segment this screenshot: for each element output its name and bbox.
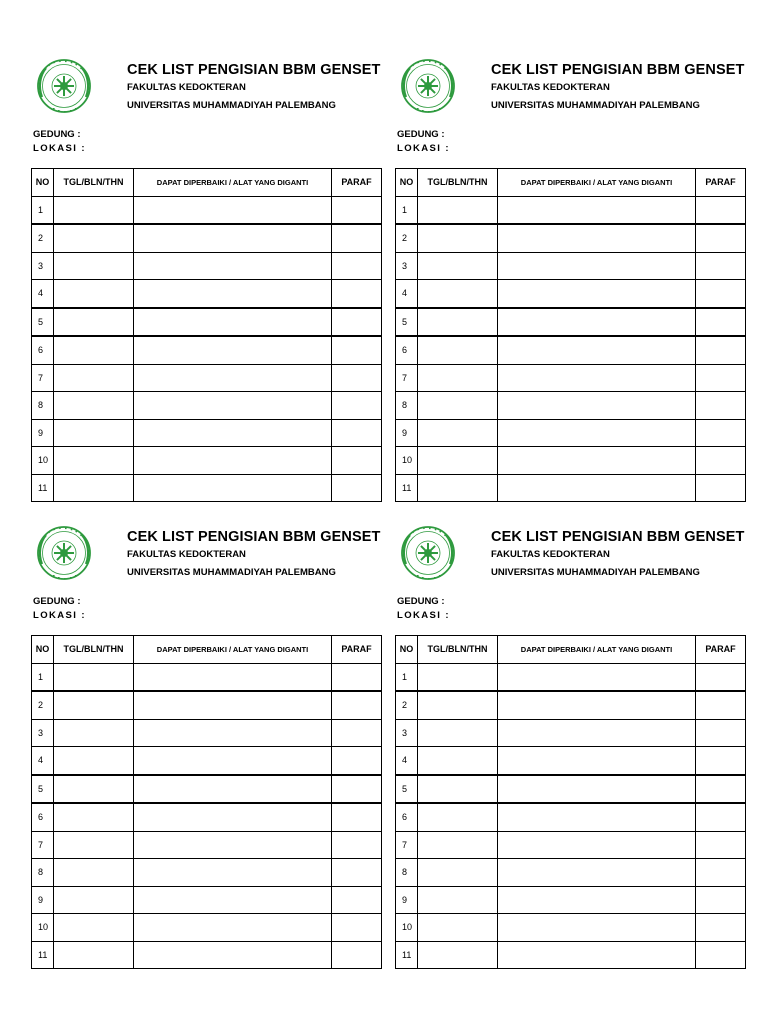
date-cell[interactable] [54, 691, 134, 719]
paraf-cell[interactable] [696, 886, 746, 914]
description-cell[interactable] [498, 474, 696, 502]
row-number-cell: 6 [32, 803, 54, 831]
checklist-table [31, 635, 382, 969]
table-row [32, 831, 382, 859]
row-number-cell: 1 [32, 196, 54, 224]
date-cell[interactable] [418, 474, 498, 502]
header-date: TGL/BLN/THN [54, 636, 134, 664]
table-row [396, 941, 746, 969]
paraf-cell[interactable] [332, 308, 382, 337]
table-row [396, 280, 746, 308]
date-cell[interactable] [418, 280, 498, 308]
form-title: CEK LIST PENGISIAN BBM GENSET [491, 529, 745, 545]
description-cell[interactable] [134, 803, 332, 831]
description-cell[interactable] [498, 886, 696, 914]
description-cell[interactable] [498, 803, 696, 831]
paraf-cell[interactable] [696, 252, 746, 280]
paraf-cell[interactable] [696, 859, 746, 887]
row-number-cell: 11 [396, 474, 418, 502]
paraf-cell[interactable] [696, 224, 746, 252]
gedung-label: GEDUNG : [33, 596, 81, 607]
date-cell[interactable] [418, 691, 498, 719]
row-number-cell: 9 [396, 419, 418, 447]
date-cell[interactable] [418, 747, 498, 775]
paraf-cell[interactable] [696, 663, 746, 691]
date-cell[interactable] [418, 914, 498, 942]
date-cell[interactable] [54, 859, 134, 887]
paraf-cell[interactable] [332, 336, 382, 364]
table-row [32, 447, 382, 475]
row-number-cell: 6 [396, 803, 418, 831]
description-cell[interactable] [498, 280, 696, 308]
university-name: UNIVERSITAS MUHAMMADIYAH PALEMBANG [491, 100, 700, 111]
paraf-cell[interactable] [332, 941, 382, 969]
date-cell[interactable] [54, 196, 134, 224]
date-cell[interactable] [418, 364, 498, 392]
row-number-cell: 4 [32, 280, 54, 308]
table-row [32, 392, 382, 420]
paraf-cell[interactable] [332, 252, 382, 280]
description-cell[interactable] [498, 941, 696, 969]
table-row [32, 364, 382, 392]
description-cell[interactable] [498, 691, 696, 719]
form-title: CEK LIST PENGISIAN BBM GENSET [127, 529, 381, 545]
table-row [396, 719, 746, 747]
description-cell[interactable] [498, 336, 696, 364]
header-paraf: PARAF [332, 636, 382, 664]
paraf-cell[interactable] [696, 747, 746, 775]
paraf-cell[interactable] [332, 364, 382, 392]
date-cell[interactable] [54, 447, 134, 475]
table-row [32, 474, 382, 502]
faculty-name: FAKULTAS KEDOKTERAN [127, 82, 246, 93]
row-number-cell: 4 [396, 747, 418, 775]
checklist-table [31, 168, 382, 502]
description-cell[interactable] [498, 747, 696, 775]
paraf-cell[interactable] [332, 663, 382, 691]
paraf-cell[interactable] [332, 419, 382, 447]
description-cell[interactable] [498, 196, 696, 224]
table-row [396, 886, 746, 914]
table-row [32, 941, 382, 969]
faculty-name: FAKULTAS KEDOKTERAN [127, 549, 246, 560]
paraf-cell[interactable] [696, 691, 746, 719]
paraf-cell[interactable] [332, 447, 382, 475]
row-number-cell: 1 [396, 663, 418, 691]
table-row [396, 336, 746, 364]
row-number-cell: 9 [32, 886, 54, 914]
row-number-cell: 9 [396, 886, 418, 914]
description-cell[interactable] [134, 747, 332, 775]
row-number-cell: 1 [396, 196, 418, 224]
table-row [32, 775, 382, 804]
table-row [396, 747, 746, 775]
paraf-cell[interactable] [696, 803, 746, 831]
table-row [396, 775, 746, 804]
table-row [32, 663, 382, 691]
row-number-cell: 2 [32, 691, 54, 719]
table-row [396, 691, 746, 719]
description-cell[interactable] [498, 419, 696, 447]
row-number-cell: 8 [396, 392, 418, 420]
date-cell[interactable] [54, 747, 134, 775]
row-number-cell: 3 [396, 719, 418, 747]
date-cell[interactable] [54, 775, 134, 804]
date-cell[interactable] [418, 663, 498, 691]
row-number-cell: 2 [396, 224, 418, 252]
description-cell[interactable] [498, 859, 696, 887]
university-logo-icon [36, 57, 92, 115]
table-row [396, 392, 746, 420]
gedung-label: GEDUNG : [397, 596, 445, 607]
paraf-cell[interactable] [696, 308, 746, 337]
row-number-cell: 10 [396, 914, 418, 942]
row-number-cell: 7 [32, 364, 54, 392]
table-row [396, 252, 746, 280]
date-cell[interactable] [54, 336, 134, 364]
table-header-row [32, 636, 382, 664]
paraf-cell[interactable] [696, 775, 746, 804]
table-row [32, 419, 382, 447]
table-row [396, 803, 746, 831]
description-cell[interactable] [498, 719, 696, 747]
lokasi-label: LOKASI : [397, 143, 450, 154]
date-cell[interactable] [54, 308, 134, 337]
date-cell[interactable] [418, 336, 498, 364]
paraf-cell[interactable] [696, 392, 746, 420]
row-number-cell: 8 [32, 392, 54, 420]
row-number-cell: 3 [396, 252, 418, 280]
paraf-cell[interactable] [332, 691, 382, 719]
date-cell[interactable] [54, 364, 134, 392]
header-no: NO [32, 636, 54, 664]
description-cell[interactable] [134, 859, 332, 887]
paraf-cell[interactable] [332, 914, 382, 942]
header-no: NO [32, 169, 54, 197]
date-cell[interactable] [418, 196, 498, 224]
row-number-cell: 2 [396, 691, 418, 719]
date-cell[interactable] [54, 392, 134, 420]
row-number-cell: 10 [32, 447, 54, 475]
description-cell[interactable] [498, 775, 696, 804]
lokasi-label: LOKASI : [397, 610, 450, 621]
table-row [32, 691, 382, 719]
table-row [32, 252, 382, 280]
university-logo-icon [400, 524, 456, 582]
date-cell[interactable] [54, 474, 134, 502]
table-row [32, 859, 382, 887]
row-number-cell: 4 [396, 280, 418, 308]
faculty-name: FAKULTAS KEDOKTERAN [491, 549, 610, 560]
paraf-cell[interactable] [332, 392, 382, 420]
header-paraf: PARAF [696, 169, 746, 197]
row-number-cell: 11 [396, 941, 418, 969]
header-description: DAPAT DIPERBAIKI / ALAT YANG DIGANTI [134, 636, 332, 664]
paraf-cell[interactable] [696, 831, 746, 859]
table-row [32, 914, 382, 942]
table-row [396, 224, 746, 252]
description-cell[interactable] [498, 447, 696, 475]
date-cell[interactable] [54, 803, 134, 831]
description-cell[interactable] [134, 719, 332, 747]
table-row [32, 886, 382, 914]
lokasi-label: LOKASI : [33, 610, 86, 621]
description-cell[interactable] [498, 831, 696, 859]
description-cell[interactable] [134, 941, 332, 969]
table-row [396, 364, 746, 392]
paraf-cell[interactable] [332, 831, 382, 859]
table-row [396, 196, 746, 224]
paraf-cell[interactable] [332, 719, 382, 747]
row-number-cell: 1 [32, 663, 54, 691]
date-cell[interactable] [418, 803, 498, 831]
description-cell[interactable] [134, 886, 332, 914]
paraf-cell[interactable] [696, 419, 746, 447]
date-cell[interactable] [418, 252, 498, 280]
description-cell[interactable] [498, 252, 696, 280]
date-cell[interactable] [418, 775, 498, 804]
description-cell[interactable] [134, 196, 332, 224]
row-number-cell: 6 [32, 336, 54, 364]
date-cell[interactable] [418, 941, 498, 969]
date-cell[interactable] [54, 941, 134, 969]
date-cell[interactable] [54, 914, 134, 942]
header-description: DAPAT DIPERBAIKI / ALAT YANG DIGANTI [498, 169, 696, 197]
paraf-cell[interactable] [696, 447, 746, 475]
gedung-label: GEDUNG : [397, 129, 445, 140]
table-row [396, 447, 746, 475]
row-number-cell: 8 [32, 859, 54, 887]
date-cell[interactable] [54, 886, 134, 914]
table-row [32, 224, 382, 252]
row-number-cell: 5 [396, 308, 418, 337]
faculty-name: FAKULTAS KEDOKTERAN [491, 82, 610, 93]
checklist-table [395, 635, 746, 969]
description-cell[interactable] [134, 419, 332, 447]
date-cell[interactable] [54, 224, 134, 252]
date-cell[interactable] [54, 663, 134, 691]
date-cell[interactable] [418, 224, 498, 252]
table-row [32, 803, 382, 831]
paraf-cell[interactable] [696, 474, 746, 502]
description-cell[interactable] [498, 914, 696, 942]
paraf-cell[interactable] [332, 775, 382, 804]
row-number-cell: 9 [32, 419, 54, 447]
table-header-row [32, 169, 382, 197]
paraf-cell[interactable] [332, 803, 382, 831]
paraf-cell[interactable] [696, 914, 746, 942]
row-number-cell: 5 [396, 775, 418, 804]
form-title: CEK LIST PENGISIAN BBM GENSET [127, 62, 381, 78]
paraf-cell[interactable] [332, 280, 382, 308]
description-cell[interactable] [498, 224, 696, 252]
header-no: NO [396, 169, 418, 197]
paraf-cell[interactable] [332, 224, 382, 252]
paraf-cell[interactable] [696, 196, 746, 224]
date-cell[interactable] [418, 447, 498, 475]
paraf-cell[interactable] [332, 886, 382, 914]
table-row [396, 859, 746, 887]
header-description: DAPAT DIPERBAIKI / ALAT YANG DIGANTI [134, 169, 332, 197]
university-name: UNIVERSITAS MUHAMMADIYAH PALEMBANG [127, 100, 336, 111]
date-cell[interactable] [418, 392, 498, 420]
table-row [32, 719, 382, 747]
date-cell[interactable] [418, 308, 498, 337]
row-number-cell: 3 [32, 719, 54, 747]
date-cell[interactable] [54, 831, 134, 859]
table-row [32, 747, 382, 775]
paraf-cell[interactable] [696, 941, 746, 969]
row-number-cell: 5 [32, 308, 54, 337]
row-number-cell: 8 [396, 859, 418, 887]
description-cell[interactable] [498, 392, 696, 420]
header-date: TGL/BLN/THN [418, 169, 498, 197]
header-date: TGL/BLN/THN [54, 169, 134, 197]
description-cell[interactable] [134, 224, 332, 252]
date-cell[interactable] [54, 252, 134, 280]
paraf-cell[interactable] [696, 336, 746, 364]
paraf-cell[interactable] [332, 474, 382, 502]
paraf-cell[interactable] [332, 196, 382, 224]
row-number-cell: 7 [32, 831, 54, 859]
paraf-cell[interactable] [696, 280, 746, 308]
header-paraf: PARAF [332, 169, 382, 197]
description-cell[interactable] [134, 663, 332, 691]
university-name: UNIVERSITAS MUHAMMADIYAH PALEMBANG [127, 567, 336, 578]
header-description: DAPAT DIPERBAIKI / ALAT YANG DIGANTI [498, 636, 696, 664]
paraf-cell[interactable] [332, 859, 382, 887]
table-row [32, 196, 382, 224]
university-logo-icon [36, 524, 92, 582]
description-cell[interactable] [134, 280, 332, 308]
description-cell[interactable] [134, 392, 332, 420]
checklist-table [395, 168, 746, 502]
form-title: CEK LIST PENGISIAN BBM GENSET [491, 62, 745, 78]
table-row [32, 308, 382, 337]
table-row [396, 474, 746, 502]
row-number-cell: 7 [396, 831, 418, 859]
row-number-cell: 10 [396, 447, 418, 475]
header-no: NO [396, 636, 418, 664]
lokasi-label: LOKASI : [33, 143, 86, 154]
description-cell[interactable] [498, 308, 696, 337]
date-cell[interactable] [418, 831, 498, 859]
date-cell[interactable] [54, 719, 134, 747]
row-number-cell: 6 [396, 336, 418, 364]
gedung-label: GEDUNG : [33, 129, 81, 140]
row-number-cell: 2 [32, 224, 54, 252]
date-cell[interactable] [418, 719, 498, 747]
row-number-cell: 11 [32, 941, 54, 969]
date-cell[interactable] [54, 280, 134, 308]
paraf-cell[interactable] [332, 747, 382, 775]
table-row [396, 831, 746, 859]
row-number-cell: 10 [32, 914, 54, 942]
date-cell[interactable] [418, 886, 498, 914]
row-number-cell: 4 [32, 747, 54, 775]
row-number-cell: 3 [32, 252, 54, 280]
description-cell[interactable] [134, 252, 332, 280]
description-cell[interactable] [134, 775, 332, 804]
date-cell[interactable] [54, 419, 134, 447]
university-name: UNIVERSITAS MUHAMMADIYAH PALEMBANG [491, 567, 700, 578]
description-cell[interactable] [134, 474, 332, 502]
description-cell[interactable] [498, 663, 696, 691]
description-cell[interactable] [134, 364, 332, 392]
row-number-cell: 7 [396, 364, 418, 392]
paraf-cell[interactable] [696, 364, 746, 392]
date-cell[interactable] [418, 419, 498, 447]
description-cell[interactable] [134, 308, 332, 337]
header-paraf: PARAF [696, 636, 746, 664]
description-cell[interactable] [134, 336, 332, 364]
table-row [32, 280, 382, 308]
table-row [396, 914, 746, 942]
paraf-cell[interactable] [696, 719, 746, 747]
row-number-cell: 5 [32, 775, 54, 804]
description-cell[interactable] [134, 447, 332, 475]
description-cell[interactable] [134, 831, 332, 859]
row-number-cell: 11 [32, 474, 54, 502]
table-row [396, 308, 746, 337]
description-cell[interactable] [134, 691, 332, 719]
table-header-row [396, 636, 746, 664]
table-header-row [396, 169, 746, 197]
university-logo-icon [400, 57, 456, 115]
table-row [396, 419, 746, 447]
description-cell[interactable] [134, 914, 332, 942]
date-cell[interactable] [418, 859, 498, 887]
header-date: TGL/BLN/THN [418, 636, 498, 664]
table-row [396, 663, 746, 691]
description-cell[interactable] [498, 364, 696, 392]
table-row [32, 336, 382, 364]
